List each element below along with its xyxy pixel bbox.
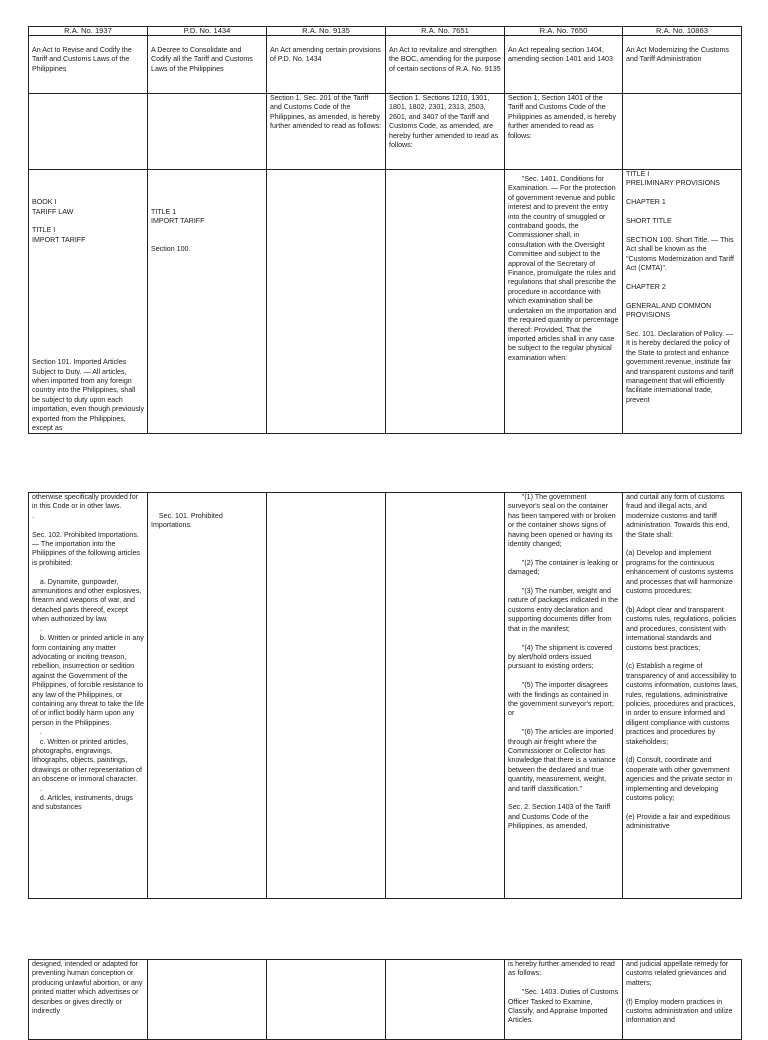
amend-text: Section 1. Section 1401 of the Tariff and Customs Code of the Philippines as amended, is hereby further amended to read as follows: — [508, 94, 619, 140]
act-title: An Act to Revise and Codify the Tariff and Customs Laws of the Philippines — [32, 46, 134, 73]
amend-cell — [29, 94, 148, 170]
body-text: "Sec. 1401. Conditions for Examination. — For the protection of government revenue and public interest and to prevent the entry into the country of smuggled or contraband goods, the Commissioner shall, in consultation with the Oversight Committee and subject to the approval of the Secretary of Finance, promulgate the rules and regulations that shall prescribe the procedure in accordance with which examination shall be undertaken on the importation and the required quantity or percentage thereof: Provided, That the imported articles shall in any case be subject to the regular physical examination when: — [508, 175, 621, 362]
body-cell — [623, 493, 742, 899]
amend-cell — [386, 94, 505, 170]
body-cell — [148, 170, 267, 434]
act-title-cell — [505, 36, 623, 94]
body-text: is hereby further amended to read as follows: "Sec. 1403. Duties of Customs Officer Tasked to Examine, Classify, and Appraise Imported Articles. — [508, 960, 619, 1025]
body-cell — [148, 493, 267, 899]
table-row — [29, 960, 742, 1040]
act-title: An Act Modernizing the Customs and Tariff Administration — [626, 46, 731, 64]
comparison-table — [28, 492, 742, 899]
body-cell — [267, 493, 386, 899]
table-row — [29, 36, 742, 94]
body-cell — [386, 170, 505, 434]
body-cell — [623, 960, 742, 1040]
body-text: "(1) The government surveyor's seal on the container has been tampered with or broken or the container shows signs of having been opened or having its identity changed; "(2) The container is leaking or damaged; "(3) The number, weight and nature of packages indicated in the customs entry declaration and supporting documents differ from that in the manifest; "(4) The shipment is covered by alert/hold orders issued pursuant to existing orders; "(5) The importer disagrees with the findings as contained in the government surveyor's report; or "(6) The articles are imported through air freight where the Commissioner or Collector has knowledge that there is a variance between the declared and true quantity, measurement, weight, and tariff classification." Sec. 2. Section 1403 of the Tariff and Customs Code of the Philippines, as amended, — [508, 493, 619, 831]
amend-text: Section 1. Sections 1210, 1301, 1801, 1802, 2301, 2313, 2503, 2601, and 3407 of the Tariff and Customs Code, as amended, are hereby further amended to read as follows: — [389, 94, 501, 150]
body-cell — [386, 960, 505, 1040]
act-title-cell — [267, 36, 386, 94]
amend-cell — [505, 94, 623, 170]
amend-cell — [267, 94, 386, 170]
comparison-table — [28, 959, 742, 1040]
column-header: R.A. No. 7651 — [386, 27, 505, 36]
body-text: TITLE 1 IMPORT TARIFF Section 100. — [151, 207, 205, 254]
body-cell — [505, 170, 623, 434]
body-text: TITLE I PRELIMINARY PROVISIONS CHAPTER 1 SHORT TITLE SECTION 100. Short Title. — This Act shall be known as the "Customs Modernization and Tariff Act (CMTA)". CHAPTER 2 GENERAL AND COMMON PROVISIONS Sec. 101. Declaration of Policy. — It is hereby declared the policy of the State to protect and enhance government revenue, institute fair and transparent customs and tariff management that will efficiently facilitate international trade, prevent — [626, 170, 734, 404]
act-title-cell — [386, 36, 505, 94]
act-title-cell — [148, 36, 267, 94]
act-title-cell — [29, 36, 148, 94]
act-title: An Act to revitalize and strengthen the BOC, amending for the purpose of certain sections of R.A. No. 9135 — [389, 46, 503, 73]
body-cell — [29, 170, 148, 434]
body-text: Sec. 101. Prohibited Importations. — [151, 511, 223, 530]
body-text: and curtail any form of customs fraud and illegal acts, and modernize customs and tariff administration. Towards this end, the State shall: (a) Develop and implement programs for the continuous enhancement of customs systems and processes that will harmonize customs procedures; (b) Adopt clear and transparent customs rules, regulations, policies and procedures, consistent with international standards and customs best practices; (c) Establish a regime of transparency of and accessibility to customs information, customs laws, rules, regulations, administrative policies, procedures and practices, in order to ensure informed and diligent compliance with customs practices and procedures by stakeholders; (d) Consult, coordinate and cooperate with other government agencies and the private sector in implementing and developing customs policy; (e) Provide a fair and expeditious administrative — [626, 493, 738, 831]
body-cell — [505, 493, 623, 899]
table-row — [29, 94, 742, 170]
document-page-3 — [28, 959, 741, 1040]
body-cell — [623, 170, 742, 434]
body-text: otherwise specifically provided for in this Code or in other laws. . Sec. 102. Prohibited Importations. — The importation into the Philippines of the following articles is prohibited: a. Dynamite, gunpowder, ammunitions and other explosives, firearm and weapons of war, and detached parts thereof, except when authorized by law. . b. Written or printed article in any form containing any matter advocating or inciting treason, rebellion, insurrection or sedition against the Government of the Philippines, of forcible resistance to any law of the Philippines, or containing any threat to take the life of or inflict bodily harm upon any person in the Philippines. . c. Written or printed articles, photographs, engravings, lithographs, objects, paintings, drawings or other representation of an obscene or immoral character. . d. Articles, instruments, drugs and substances — [32, 493, 144, 812]
column-header: R.A. No. 9135 — [267, 27, 386, 36]
body-text: designed, intended or adapted for preventing human conception or producing unlawful abortion, or any printed matter which advertises or describes or gives directly or indirectly — [32, 960, 145, 1016]
body-cell — [267, 960, 386, 1040]
body-cell — [148, 960, 267, 1040]
amend-cell — [623, 94, 742, 170]
act-title: An Act repealing section 1404, amending section 1401 and 1403 — [508, 46, 613, 64]
column-header: P.D. No. 1434 — [148, 27, 267, 36]
body-cell — [267, 170, 386, 434]
body-cell — [29, 960, 148, 1040]
body-cell — [386, 493, 505, 899]
body-cell — [29, 493, 148, 899]
table-header-row — [29, 27, 742, 36]
column-header: R.A. No. 10863 — [623, 27, 742, 36]
act-title: An Act amending certain provisions of P.D. No. 1434 — [270, 46, 383, 64]
column-header: R.A. No. 7650 — [505, 27, 623, 36]
document-page-2 — [28, 492, 741, 899]
table-row — [29, 170, 742, 434]
act-title: A Decree to Consolidate and Codify all the Tariff and Customs Laws of the Philippines — [151, 46, 255, 73]
table-row — [29, 493, 742, 899]
column-header: R.A. No. 1937 — [29, 27, 148, 36]
body-text: BOOK I TARIFF LAW TITLE I IMPORT TARIFF Section 101. Imported Articles Subject to Duty. — All articles, when imported from any foreign country into the Philippines, shall be subject to duty upon each importation, even though previously exported from the Philippines, except as — [32, 198, 144, 432]
act-title-cell — [623, 36, 742, 94]
amend-cell — [148, 94, 267, 170]
amend-text: Section 1. Sec. 201 of the Tariff and Customs Code of the Philippines, as amended, is hereby further amended to read as follows: — [270, 94, 383, 131]
comparison-table — [28, 26, 742, 434]
body-cell — [505, 960, 623, 1040]
document-page-1 — [28, 26, 741, 434]
body-text: and judicial appellate remedy for customs related grievances and matters; (f) Employ modern practices in customs administration and utilize information and — [626, 960, 733, 1025]
